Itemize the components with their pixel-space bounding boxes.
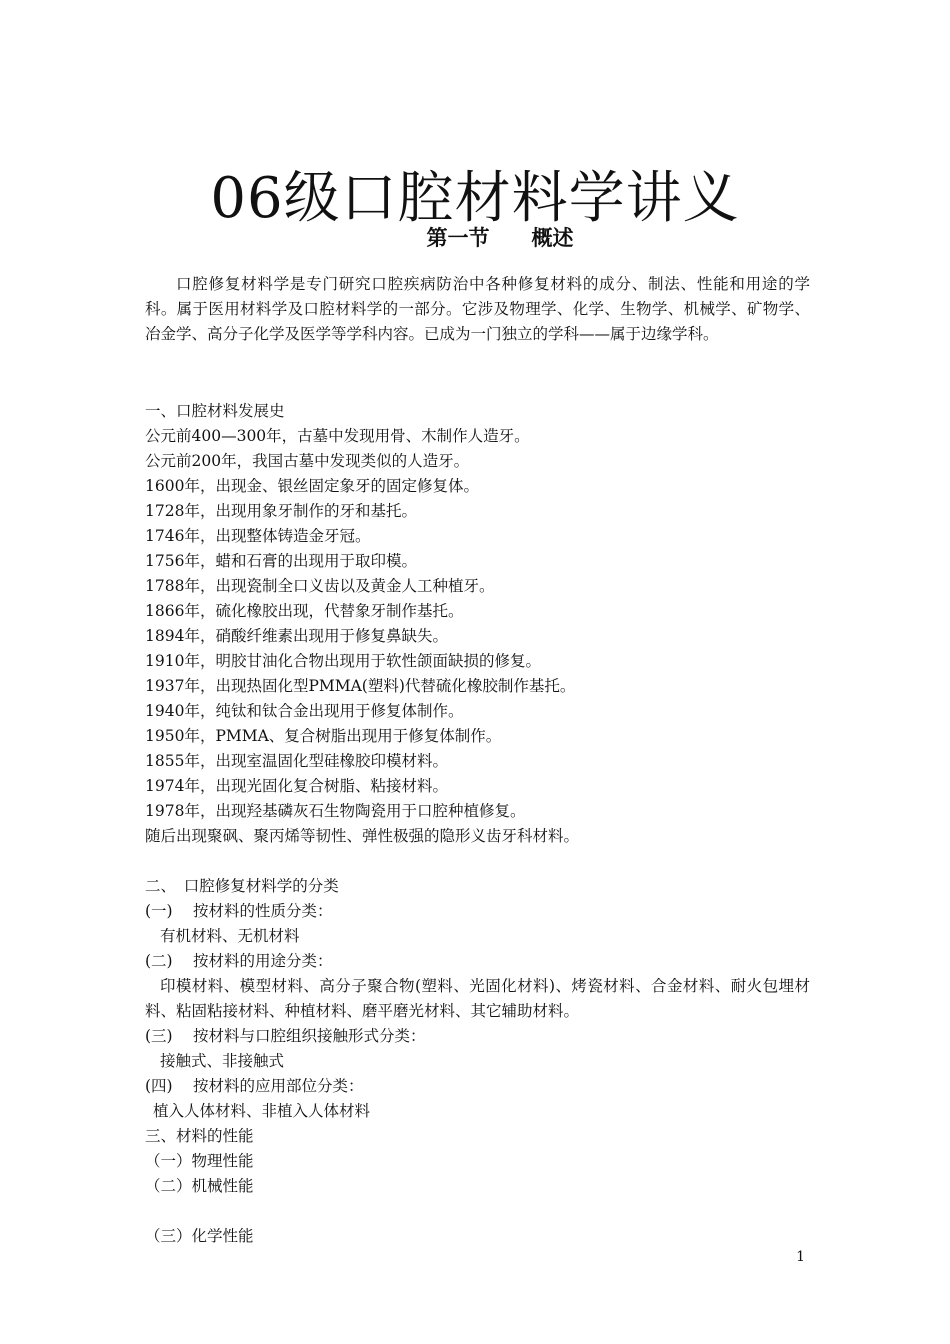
- document-title: 06级口腔材料学讲义: [210, 165, 740, 231]
- history-item: 1910年，明胶甘油化合物出现用于软性颌面缺损的修复。: [145, 652, 541, 670]
- blank-line: [145, 1199, 810, 1224]
- properties-item-mechanical: （二）机械性能: [145, 1177, 254, 1195]
- classification-sub2-text: 印模材料、模型材料、高分子聚合物(塑料、光固化材料)、烤瓷材料、合金材料、耐火包埋材料、粘固粘接材料、种植材料、磨平磨光材料、其它辅助材料。: [145, 977, 810, 1020]
- classification-sub3-text: 接触式、非接触式: [160, 1052, 285, 1070]
- classification-sub4: (四) 按材料的应用部位分类：: [145, 1077, 364, 1095]
- history-item: 1600年，出现金、银丝固定象牙的固定修复体。: [145, 477, 479, 495]
- history-item: 1728年，出现用象牙制作的牙和基托。: [145, 502, 417, 520]
- history-item: 1756年，蜡和石膏的出现用于取印模。: [145, 552, 417, 570]
- history-item: 1978年，出现羟基磷灰石生物陶瓷用于口腔种植修复。: [145, 802, 526, 820]
- properties-heading: 三、材料的性能: [145, 1127, 254, 1145]
- classification-sub1-text: 有机材料、无机材料: [160, 927, 300, 945]
- history-item: 1788年，出现瓷制全口义齿以及黄金人工种植牙。: [145, 577, 495, 595]
- blank-line: [145, 374, 810, 399]
- history-item: 1746年，出现整体铸造金牙冠。: [145, 527, 371, 545]
- history-item: 1950年，PMMA、复合树脂出现用于修复体制作。: [145, 727, 502, 745]
- history-item: 随后出现聚砜、聚丙烯等韧性、弹性极强的隐形义齿牙科材料。: [145, 827, 580, 845]
- classification-sub4-text: 植入人体材料、非植入人体材料: [153, 1102, 371, 1120]
- history-item: 1974年，出现光固化复合树脂、粘接材料。: [145, 777, 448, 795]
- classification-sub3: (三) 按材料与口腔组织接触形式分类：: [145, 1027, 426, 1045]
- history-item: 1855年，出现室温固化型硅橡胶印模材料。: [145, 752, 448, 770]
- history-item: 公元前200年，我国古墓中发现类似的人造牙。: [145, 452, 470, 470]
- classification-heading: 二、 口腔修复材料学的分类: [145, 877, 339, 895]
- properties-item-chemical: （三）化学性能: [145, 1227, 254, 1245]
- blank-line: [145, 849, 810, 874]
- history-item: 1937年，出现热固化型PMMA(塑料)代替硫化橡胶制作基托。: [145, 677, 576, 695]
- history-item: 1940年，纯钛和钛合金出现用于修复体制作。: [145, 702, 464, 720]
- history-item: 1894年，硝酸纤维素出现用于修复鼻缺失。: [145, 627, 448, 645]
- history-item: 1866年，硫化橡胶出现，代替象牙制作基托。: [145, 602, 464, 620]
- history-heading: 一、口腔材料发展史: [145, 402, 285, 420]
- classification-sub1: (一) 按材料的性质分类：: [145, 902, 333, 920]
- document-body: [145, 374, 810, 1249]
- properties-item-physical: （一）物理性能: [145, 1152, 254, 1170]
- history-item: 公元前400—300年，古墓中发现用骨、木制作人造牙。: [145, 427, 530, 445]
- intro-paragraph: 口腔修复材料学是专门研究口腔疾病防治中各种修复材料的成分、制法、性能和用途的学科。属于医用材料学及口腔材料学的一部分。它涉及物理学、化学、生物学、机械学、矿物学、冶金学、高分子化学及医学等学科内容。已成为一门独立的学科——属于边缘学科。: [145, 275, 810, 343]
- classification-sub2: (二) 按材料的用途分类：: [145, 952, 333, 970]
- section-title: 第一节 概述: [426, 225, 574, 250]
- page-number: 1: [796, 1249, 805, 1265]
